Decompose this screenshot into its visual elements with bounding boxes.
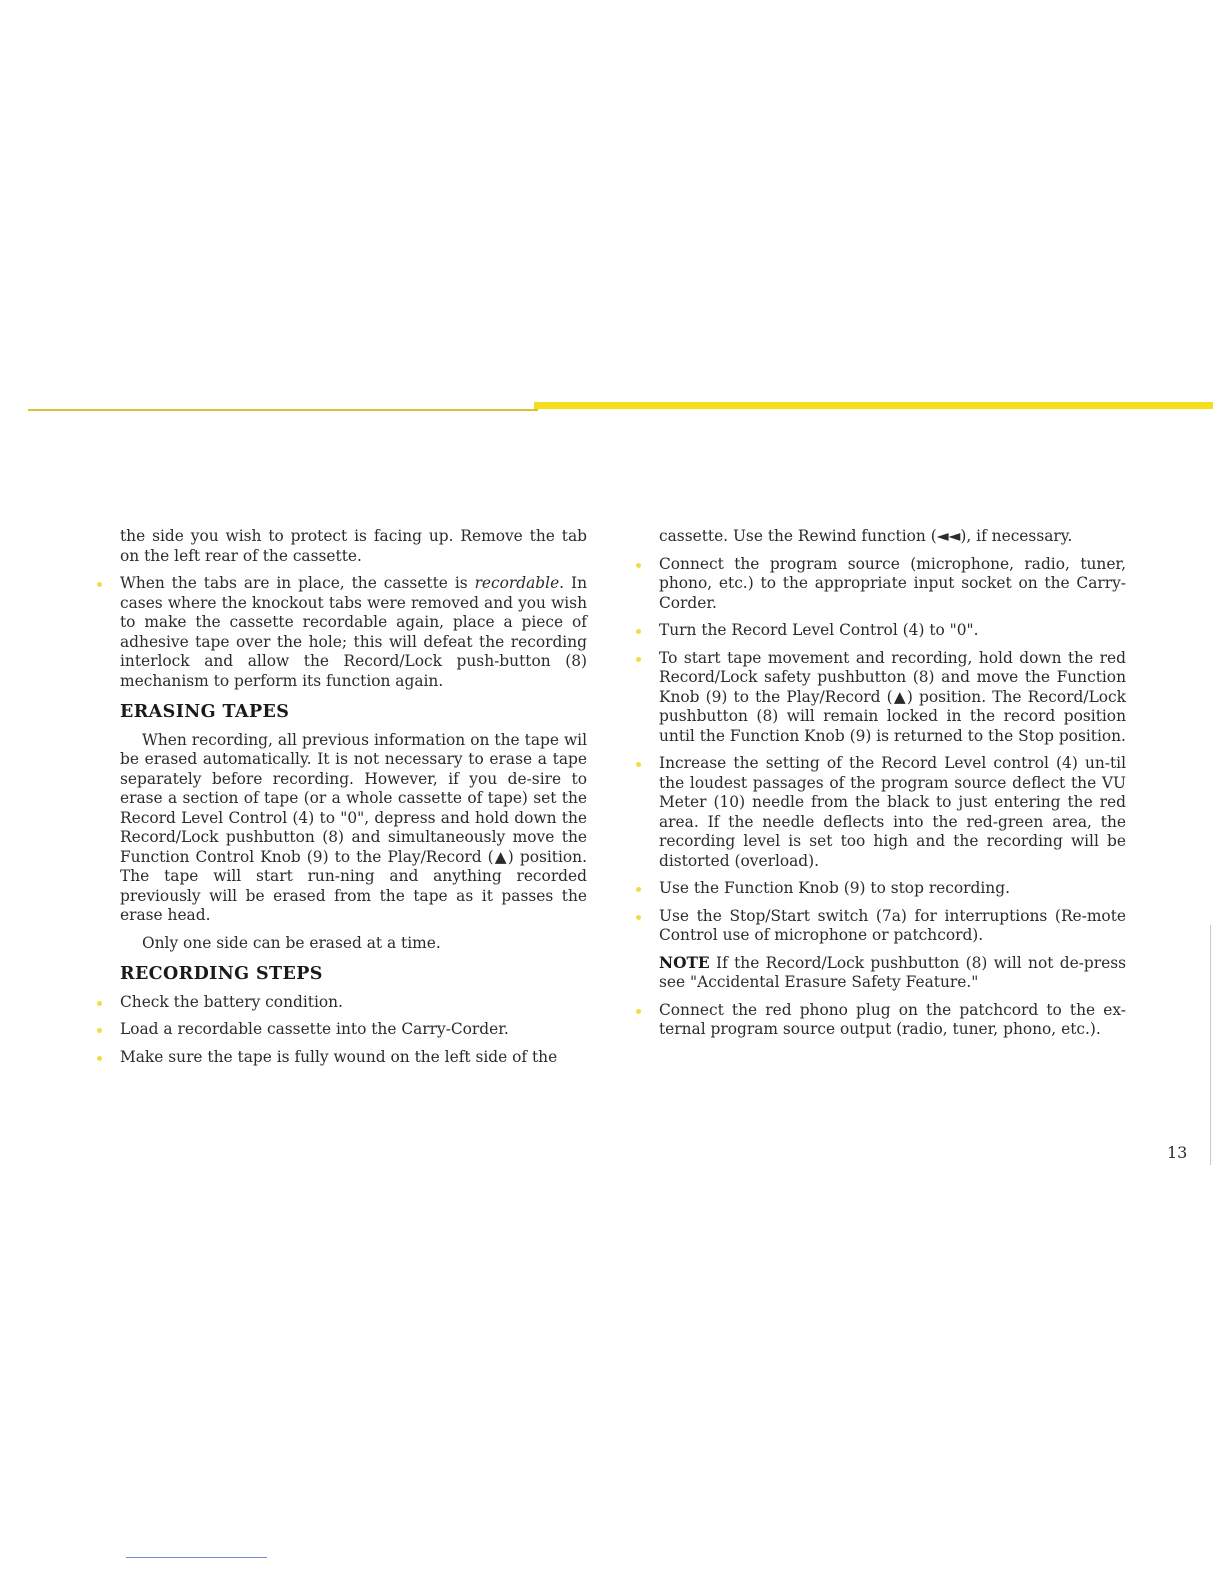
list-item: Load a recordable cassette into the Carry-Corder. (120, 1020, 587, 1040)
list-item: Make sure the tape is fully wound on the left side of the (120, 1048, 587, 1068)
header-rule-yellow (534, 402, 1213, 409)
erasing-paragraph: When recording, all previous information on the tape wil be erased automatically. It is not necessary to erase a tape separately before recording. However, if you de-sire to erase a section of tape (or a whole cassette of tape) set the Record Level Control (4) to "0", depress and hold down the Record/Lock pushbutton (8) and simultaneously move the Function Control Knob (9) to the Play/Record (▲) position. The tape will start run-ning and anything recorded previously will be erased from the tape as it passes the erase head. (120, 730, 587, 924)
list-item: Connect the red phono plug on the patchcord to the ex-ternal program source output (radio, tuner, phono, etc.). (659, 1000, 1126, 1038)
list-item: Use the Stop/Start switch (7a) for interruptions (Re-mote Control use of microphone or patchcord). (659, 906, 1126, 944)
continuation-text: the side you wish to protect is facing up. Remove the tab on the left rear of the cassette. (120, 527, 587, 565)
note-label: NOTE (659, 953, 710, 972)
right-column (659, 527, 1126, 1040)
recording-steps-heading: RECORDING STEPS (120, 964, 323, 984)
erasing-note: Only one side can be erased at a time. (142, 933, 441, 952)
list-item: Connect the program source (microphone, radio, tuner, phono, etc.) to the appropriate input socket on the Carry-Corder. (659, 554, 1126, 612)
page-number: 13 (1167, 1143, 1188, 1162)
erasing-tapes-heading: ERASING TAPES (120, 702, 290, 722)
list-item: Use the Function Knob (9) to stop recording. (659, 879, 1126, 899)
page-edge-line (1210, 925, 1211, 1165)
left-column (120, 527, 587, 1067)
header-rule-thin (28, 409, 538, 411)
list-item: Increase the setting of the Record Level control (4) un-til the loudest passages of the program source deflect the VU Meter (10) needle from the black to just entering the red area. If the needle deflects into the red-green area, the recording level is set too high and the recording will be distorted (overload). (659, 754, 1126, 870)
continuation-text: cassette. Use the Rewind function (◄◄), if necessary. (659, 527, 1073, 545)
footer-rule (126, 1557, 267, 1558)
note-paragraph: NOTE If the Record/Lock pushbutton (8) will not de-press see "Accidental Erasure Safety Feature." (659, 953, 1126, 991)
list-item: Turn the Record Level Control (4) to "0". (659, 621, 1126, 641)
bullet-recordable: When the tabs are in place, the cassette is recordable. In cases where the knockout tabs were removed and you wish to make the cassette recordable again, place a piece of adhesive tape over the hole; this will defeat the recording interlock and allow the Record/Lock push-button (8) mechanism to perform its function again. (120, 574, 587, 690)
list-item: To start tape movement and recording, hold down the red Record/Lock safety pushbutton (8) and move the Function Knob (9) to the Play/Record (▲) position. The Record/Lock pushbutton (8) will remain locked in the record position until the Function Knob (9) is returned to the Stop position. (659, 648, 1126, 745)
list-item: Check the battery condition. (120, 993, 587, 1013)
emphasis-recordable: recordable. (474, 574, 565, 592)
